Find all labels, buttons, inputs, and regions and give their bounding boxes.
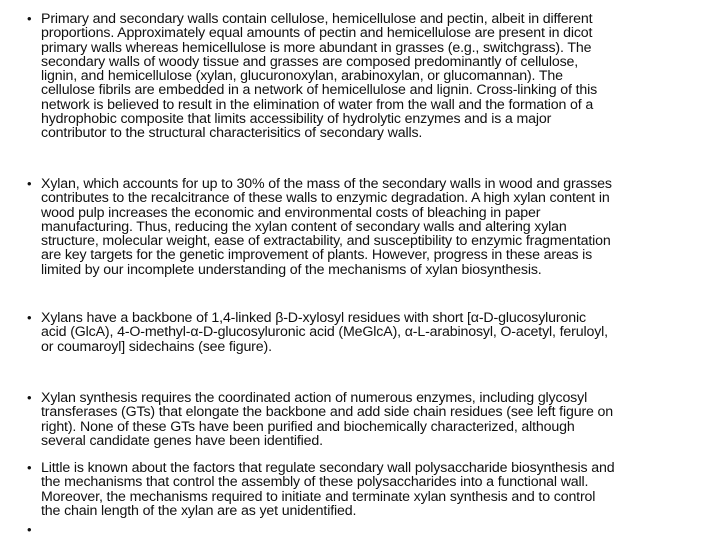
bullet-icon: • <box>27 176 32 191</box>
bullet-text <box>41 12 597 141</box>
text-line: structure, molecular weight, ease of extractability, and susceptibility to enzymic fragmentation <box>41 233 611 250</box>
text-line: hydrophobic composite that limits accessibility of hydrolytic enzymes and is a major <box>41 111 552 128</box>
text-line: the chain length of the xylan are as yet unidentified. <box>41 502 357 519</box>
text-line: Moreover, the mechanisms required to initiate and terminate xylan synthesis and to control <box>41 488 596 505</box>
text-line: primary walls whereas hemicellulose is more abundant in grasses (e.g., switchgrass). The <box>41 39 592 56</box>
text-line: the mechanisms that control the assembly of these polysaccharides into a functional wall. <box>41 474 589 491</box>
bullet-icon: • <box>27 390 32 405</box>
text-line: secondary walls of woody tissue and grasses are composed predominantly of cellulose, <box>41 53 579 70</box>
text-line: cellulose fibrils are embedded in a network of hemicellulose and lignin. Cross-linking of this <box>41 82 598 99</box>
text-line: transferases (GTs) that elongate the backbone and add side chain residues (see left figure on <box>41 404 614 421</box>
text-line: acid (GlcA), 4-O-methyl-α-D-glucosyluronic acid (MeGlcA), α-L-arabinosyl, O-acetyl, feruloyl, <box>41 324 608 341</box>
text-line: network is believed to result in the elimination of water from the wall and the formation of a <box>41 96 594 113</box>
bullet-icon: • <box>27 460 32 475</box>
text-line: proportions. Approximately equal amounts of pectin and hemicellulose are present in dicot <box>41 25 593 42</box>
bullet-icon: • <box>27 310 32 325</box>
text-line: contributor to the structural characterisitics of secondary walls. <box>41 125 423 142</box>
text-line: wood pulp increases the economic and environmental costs of bleaching in paper <box>41 204 541 221</box>
text-line: Primary and secondary walls contain cellulose, hemicellulose and pectin, albeit in different <box>41 11 593 27</box>
text-line: Xylans have a backbone of 1,4-linked β-D-xylosyl residues with short [α-D-glucosyluronic <box>41 310 586 326</box>
text-line: are key targets for the genetic improvement of plants. However, progress in these areas is <box>41 247 593 264</box>
bullet-text <box>41 311 608 354</box>
bullet-text <box>41 391 613 448</box>
text-line: or coumaroyl] sidechains (see figure). <box>41 338 272 355</box>
bullet-text <box>41 461 614 518</box>
text-line: limited by our incomplete understanding of the mechanisms of xylan biosynthesis. <box>41 261 542 278</box>
text-line: lignin, and hemicellulose (xylan, glucuronoxylan, arabinoxylan, or glucomannan). The <box>41 68 563 85</box>
bullet-icon: • <box>27 522 32 537</box>
text-line: right). None of these GTs have been purified and biochemically characterized, although <box>41 418 575 435</box>
text-line: Xylan, which accounts for up to 30% of the mass of the secondary walls in wood and grasses <box>41 176 612 192</box>
bullet-icon: • <box>27 11 32 26</box>
bullet-text <box>41 177 612 277</box>
text-line: contributes to the recalcitrance of these walls to enzymic degradation. A high xylan content in <box>41 190 610 207</box>
text-line: Xylan synthesis requires the coordinated action of numerous enzymes, including glycosyl <box>41 390 588 406</box>
text-line: Little is known about the factors that regulate secondary wall polysaccharide biosynthesis and <box>41 460 615 476</box>
text-line: manufacturing. Thus, reducing the xylan content of secondary walls and altering xylan <box>41 218 567 235</box>
text-line: several candidate genes have been identified. <box>41 432 323 449</box>
